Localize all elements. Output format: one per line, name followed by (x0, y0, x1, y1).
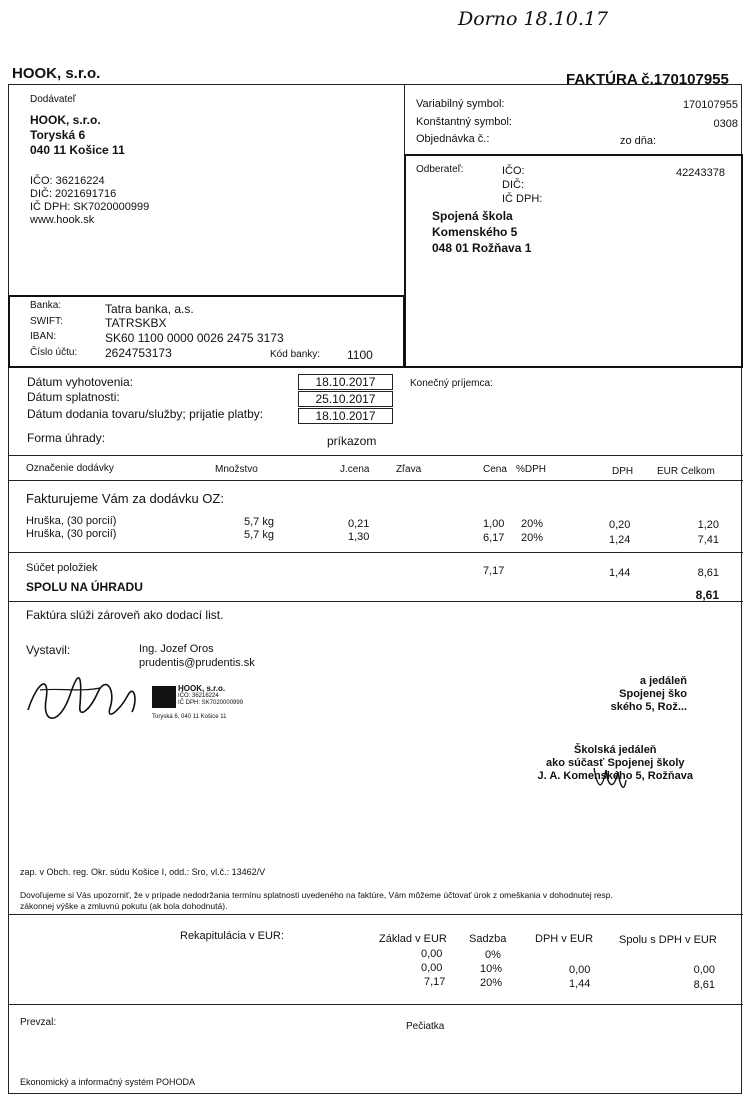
iban-value: SK60 1100 0000 0026 2475 3173 (105, 331, 284, 345)
recap-rate: 10% (480, 963, 503, 975)
bank-code-value: 1100 (347, 348, 373, 362)
signature-image (20, 670, 150, 730)
supplier-web: www.hook.sk (30, 214, 95, 226)
recipient-signature (590, 760, 630, 798)
issuer-email: prudentis@prudentis.sk (139, 657, 255, 669)
account-label: Číslo účtu: (30, 347, 78, 358)
payment-method-label: Forma úhrady: (27, 431, 106, 445)
recap-col-vat: DPH v EUR (535, 933, 594, 945)
supplier-ico: IČO: 36216224 (30, 175, 105, 187)
col-unit-price: J.cena (340, 464, 370, 475)
customer-name: Spojená škola (432, 209, 513, 223)
item-price: 1,00 (483, 518, 505, 530)
customer-city: 048 01 Rožňava 1 (432, 241, 532, 255)
variable-symbol-value: 170107955 (682, 99, 738, 111)
bank-code-label: Kód banky: (270, 349, 321, 360)
sum-total: 8,61 (697, 567, 719, 579)
item-quantity: 5,7 kg (244, 516, 274, 528)
recap-total: 8,61 (693, 979, 715, 991)
iban-label: IBAN: (30, 331, 57, 342)
recap-col-total: Spolu s DPH v EUR (619, 934, 717, 946)
issue-date-value: 18.10.2017 (298, 374, 393, 390)
recap-vat: 1,44 (569, 978, 591, 990)
recap-vat: 0,00 (569, 964, 591, 976)
sum-price: 7,17 (483, 565, 505, 577)
item-price: 6,17 (483, 532, 505, 544)
stamp-line: Školská jedáleň (573, 744, 657, 756)
stamp-line: a jedáleň (639, 675, 687, 687)
late-payment-warning-2: zákonnej výške a zmluvnú pokutu (ak bola dohodnutá). (20, 901, 228, 911)
due-date-value: 25.10.2017 (298, 391, 393, 407)
stamp-line: J. A. Komenského 5, Rožňava (537, 770, 693, 782)
item-unit-price: 0,21 (348, 518, 370, 530)
late-payment-warning: Dovoľujeme si Vás upozorniť, že v prípade nedodržania termínu splatnosti uvedeného na faktúre, Vám môžeme účtovať úrok z omeškania v dohodnutej resp. (20, 890, 613, 900)
customer-icdph-label: IČ DPH: (502, 193, 543, 205)
item-name: Hruška, (30 porcií) (26, 515, 117, 527)
item-vat: 1,24 (609, 534, 631, 546)
sum-label: Súčet položiek (26, 562, 98, 574)
final-recipient-label: Konečný príjemca: (410, 378, 493, 389)
invoice-title: FAKTÚRA č.170107955 (566, 71, 729, 88)
item-vat: 0,20 (609, 519, 631, 531)
stamp-company: HOOK, s.r.o. (178, 684, 226, 693)
stamp-line: Spojenej ško (619, 688, 687, 700)
stamp-line: ako súčasť Spojenej školy (545, 757, 685, 769)
customer-box (404, 154, 743, 368)
account-value: 2624753173 (105, 346, 172, 360)
item-unit-price: 1,30 (348, 531, 370, 543)
received-by-label: Prevzal: (20, 1017, 57, 1028)
delivery-date-value: 18.10.2017 (298, 408, 393, 424)
order-date-label: zo dňa: (620, 135, 657, 147)
items-intro: Fakturujeme Vám za dodávku OZ: (26, 491, 224, 506)
supplier-icdph: IČ DPH: SK7020000999 (30, 201, 150, 213)
school-stamp-top (611, 675, 687, 714)
recap-base: 7,17 (424, 976, 446, 988)
customer-label: Odberateľ: (416, 164, 464, 175)
stamp-logo (152, 686, 176, 708)
item-vat-pct: 20% (521, 518, 544, 530)
swift-label: SWIFT: (30, 316, 63, 327)
recap-base: 0,00 (421, 948, 443, 960)
recap-base: 0,00 (421, 962, 443, 974)
stamp-address: Toryská 6, 040 11 Košice 11 (152, 714, 227, 720)
payment-method-value: príkazom (327, 434, 377, 448)
issue-date-label: Dátum vyhotovenia: (27, 375, 134, 389)
handwritten-note: Dorno 18.10.17 (458, 8, 609, 30)
system-footer: Ekonomický a informačný systém POHODA (20, 1077, 196, 1087)
col-designation: Označenie dodávky (26, 463, 114, 474)
supplier-stamp (152, 684, 250, 728)
item-vat-pct: 20% (521, 532, 544, 544)
col-total: EUR Celkom (657, 466, 715, 477)
order-label: Objednávka č.: (416, 133, 490, 145)
customer-ico-label: IČO: (502, 165, 525, 177)
col-price: Cena (483, 464, 507, 475)
item-name: Hruška, (30 porcií) (26, 528, 117, 540)
item-total: 7,41 (697, 534, 719, 546)
col-vat-pct: %DPH (516, 464, 547, 475)
supplier-city: 040 11 Košice 11 (30, 143, 125, 157)
recap-rate: 20% (480, 977, 503, 989)
recap-title: Rekapitulácia v EUR: (180, 930, 284, 942)
stamp-label: Pečiatka (406, 1021, 445, 1032)
total-due-value: 8,61 (695, 588, 719, 602)
issuer-name: Ing. Jozef Oros (139, 643, 214, 655)
due-date-label: Dátum splatnosti: (27, 390, 120, 404)
item-total: 1,20 (697, 519, 719, 531)
constant-symbol-value: 0308 (713, 118, 738, 130)
stamp-ico: IČO: 36216224 (178, 693, 219, 699)
col-quantity: Množstvo (215, 464, 258, 475)
swift-value: TATRSKBX (105, 316, 167, 330)
recap-total: 0,00 (693, 964, 715, 976)
recap-rate: 0% (485, 949, 501, 961)
delivery-note: Faktúra slúži zároveň ako dodací list. (26, 608, 224, 622)
variable-symbol-label: Variabilný symbol: (416, 98, 505, 110)
issued-by-label: Vystavil: (26, 643, 71, 657)
supplier-label: Dodávateľ (30, 94, 76, 105)
col-vat: DPH (612, 466, 634, 477)
supplier-street: Toryská 6 (30, 128, 86, 142)
constant-symbol-label: Konštantný symbol: (416, 116, 512, 128)
sum-vat: 1,44 (609, 567, 631, 579)
customer-street: Komenského 5 (432, 225, 518, 239)
registry-note: zap. v Obch. reg. Okr. súdu Košice I, odd.: Sro, vl.č.: 13462/V (20, 867, 266, 877)
total-due-label: SPOLU NA ÚHRADU (26, 580, 143, 594)
customer-ico-value: 42243378 (676, 167, 725, 179)
supplier-dic: DIČ: 2021691716 (30, 188, 117, 200)
customer-dic-label: DIČ: (502, 179, 524, 191)
bank-label: Banka: (30, 300, 62, 311)
company-header: HOOK, s.r.o. (12, 65, 101, 82)
stamp-line: ského 5, Rož... (610, 701, 687, 713)
recap-col-rate: Sadzba (469, 933, 507, 945)
recap-col-base: Základ v EUR (379, 933, 447, 945)
col-discount: Zľava (396, 464, 422, 475)
stamp-icdph: IČ DPH: SK7020000999 (178, 700, 244, 706)
supplier-name: HOOK, s.r.o. (30, 113, 101, 127)
delivery-date-label: Dátum dodania tovaru/služby; prijatie platby: (27, 407, 264, 421)
item-quantity: 5,7 kg (244, 529, 274, 541)
bank-value: Tatra banka, a.s. (105, 302, 194, 316)
